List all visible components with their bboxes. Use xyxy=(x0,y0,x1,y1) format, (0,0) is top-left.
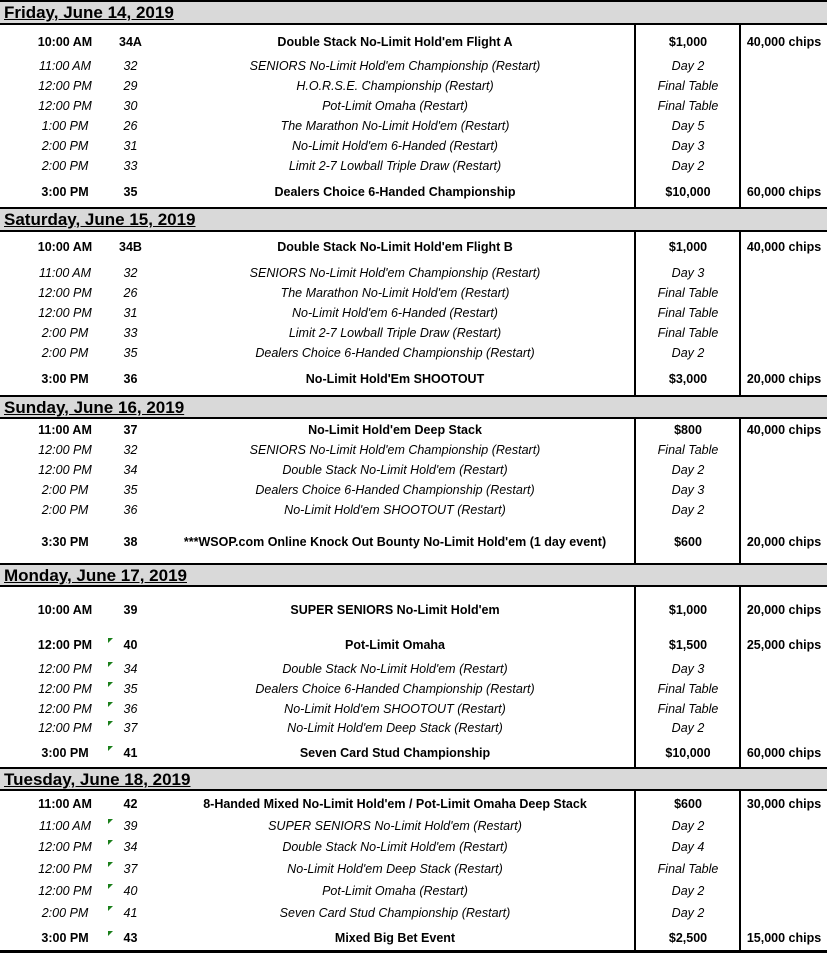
event-buyin-or-day: $800 xyxy=(674,423,702,437)
event-buyin-or-day: $600 xyxy=(674,797,702,811)
event-buyin-or-day: Final Table xyxy=(657,286,719,300)
day-title: Friday, June 14, 2019 xyxy=(4,3,174,22)
event-buyin-or-day: Final Table xyxy=(657,682,719,696)
event-number: 41 xyxy=(123,906,138,920)
event-row xyxy=(0,699,827,719)
event-name: SENIORS No-Limit Hold'em Championship (Restart) xyxy=(249,443,541,457)
event-time: 12:00 PM xyxy=(38,286,92,300)
event-starting-chips: 40,000 chips xyxy=(746,423,822,437)
event-buyin-or-day: Final Table xyxy=(657,326,719,340)
comment-marker-icon xyxy=(108,931,113,936)
event-name: No-Limit Hold'em 6-Handed (Restart) xyxy=(292,306,498,320)
event-buyin-or-day: Day 2 xyxy=(671,819,705,833)
event-time: 2:00 PM xyxy=(41,326,89,340)
event-buyin-or-day: $2,500 xyxy=(668,931,708,945)
event-number: 29 xyxy=(123,79,138,93)
event-number: 34 xyxy=(123,662,138,676)
event-buyin-or-day: Day 2 xyxy=(671,159,705,173)
event-number: 32 xyxy=(123,266,138,280)
event-name: Pot-Limit Omaha (Restart) xyxy=(322,99,468,113)
event-number: 42 xyxy=(123,797,138,811)
event-time: 11:00 AM xyxy=(38,819,92,833)
comment-marker-icon xyxy=(108,884,113,889)
event-name: Pot-Limit Omaha (Restart) xyxy=(322,884,468,898)
event-number: 39 xyxy=(123,603,138,617)
event-number: 32 xyxy=(123,443,138,457)
comment-marker-icon xyxy=(108,746,113,751)
event-number: 39 xyxy=(123,819,138,833)
event-time: 12:00 PM xyxy=(38,463,92,477)
day-title: Monday, June 17, 2019 xyxy=(4,566,187,585)
event-time: 3:00 PM xyxy=(41,931,89,945)
event-row xyxy=(0,32,827,52)
event-name: Pot-Limit Omaha xyxy=(344,638,445,652)
event-time: 3:30 PM xyxy=(41,535,89,549)
event-number: 26 xyxy=(123,119,138,133)
comment-marker-icon xyxy=(108,862,113,867)
event-number: 37 xyxy=(123,721,138,735)
event-buyin-or-day: Day 3 xyxy=(671,483,705,497)
event-buyin-or-day: Day 5 xyxy=(671,119,705,133)
event-time: 2:00 PM xyxy=(41,503,89,517)
event-row xyxy=(0,303,827,323)
event-time: 10:00 AM xyxy=(37,35,93,49)
event-starting-chips: 30,000 chips xyxy=(746,797,822,811)
event-time: 12:00 PM xyxy=(37,638,93,652)
event-name: No-Limit Hold'em Deep Stack xyxy=(308,423,482,437)
event-buyin-or-day: Final Table xyxy=(657,443,719,457)
event-starting-chips: 20,000 chips xyxy=(746,603,822,617)
event-row xyxy=(0,56,827,76)
event-starting-chips: 25,000 chips xyxy=(746,638,822,652)
event-row xyxy=(0,679,827,699)
event-row xyxy=(0,323,827,343)
event-time: 2:00 PM xyxy=(41,906,89,920)
event-number: 31 xyxy=(123,139,138,153)
event-row xyxy=(0,928,827,948)
event-name: Seven Card Stud Championship (Restart) xyxy=(279,906,511,920)
event-buyin-or-day: $1,500 xyxy=(668,638,708,652)
event-name: No-Limit Hold'em Deep Stack (Restart) xyxy=(287,721,503,735)
event-number: 36 xyxy=(123,503,138,517)
event-row xyxy=(0,156,827,176)
event-time: 12:00 PM xyxy=(38,99,92,113)
event-name: Limit 2-7 Lowball Triple Draw (Restart) xyxy=(288,159,502,173)
event-row xyxy=(0,263,827,283)
event-buyin-or-day: Final Table xyxy=(657,702,719,716)
event-row xyxy=(0,635,827,655)
comment-marker-icon xyxy=(108,682,113,687)
event-name: SUPER SENIORS No-Limit Hold'em (Restart) xyxy=(268,819,522,833)
comment-marker-icon xyxy=(108,662,113,667)
event-number: 34A xyxy=(119,35,142,49)
event-name: Double Stack No-Limit Hold'em Flight B xyxy=(277,240,513,254)
event-name: Double Stack No-Limit Hold'em (Restart) xyxy=(282,662,508,676)
event-row xyxy=(0,369,827,389)
event-buyin-or-day: Day 3 xyxy=(671,662,705,676)
event-name: The Marathon No-Limit Hold'em (Restart) xyxy=(280,286,510,300)
event-number: 36 xyxy=(123,372,138,386)
event-row xyxy=(0,440,827,460)
event-number: 32 xyxy=(123,59,138,73)
event-starting-chips: 40,000 chips xyxy=(746,35,822,49)
event-row xyxy=(0,76,827,96)
event-number: 26 xyxy=(123,286,138,300)
event-number: 37 xyxy=(123,862,138,876)
event-name: No-Limit Hold'em Deep Stack (Restart) xyxy=(287,862,503,876)
comment-marker-icon xyxy=(108,906,113,911)
event-buyin-or-day: $10,000 xyxy=(665,185,711,199)
event-number: 34B xyxy=(119,240,142,254)
event-time: 11:00 AM xyxy=(38,266,92,280)
event-name: 8-Handed Mixed No-Limit Hold'em / Pot-Limit Omaha Deep Stack xyxy=(203,797,587,811)
event-starting-chips: 60,000 chips xyxy=(746,185,822,199)
event-row xyxy=(0,659,827,679)
event-buyin-or-day: $3,000 xyxy=(668,372,708,386)
event-number: 36 xyxy=(123,702,138,716)
event-name: Double Stack No-Limit Hold'em (Restart) xyxy=(282,463,508,477)
event-starting-chips: 15,000 chips xyxy=(746,931,822,945)
event-name: Dealers Choice 6-Handed Championship (Restart) xyxy=(255,682,535,696)
event-row xyxy=(0,343,827,363)
event-name: SENIORS No-Limit Hold'em Championship (Restart) xyxy=(249,59,541,73)
event-name: Mixed Big Bet Event xyxy=(334,931,456,945)
event-time: 11:00 AM xyxy=(38,797,92,811)
event-row xyxy=(0,837,827,857)
event-row xyxy=(0,903,827,923)
day-header xyxy=(0,563,827,587)
event-number: 41 xyxy=(123,746,138,760)
event-time: 12:00 PM xyxy=(38,682,92,696)
event-number: 34 xyxy=(123,463,138,477)
event-time: 2:00 PM xyxy=(41,159,89,173)
event-time: 12:00 PM xyxy=(38,662,92,676)
day-title: Sunday, June 16, 2019 xyxy=(4,398,185,417)
event-time: 10:00 AM xyxy=(37,603,93,617)
event-buyin-or-day: $1,000 xyxy=(668,240,708,254)
event-time: 2:00 PM xyxy=(41,346,89,360)
event-buyin-or-day: $10,000 xyxy=(665,746,711,760)
event-row xyxy=(0,283,827,303)
event-row xyxy=(0,460,827,480)
event-time: 12:00 PM xyxy=(38,840,92,854)
event-number: 31 xyxy=(123,306,138,320)
event-row xyxy=(0,743,827,763)
event-name: No-Limit Hold'em 6-Handed (Restart) xyxy=(292,139,498,153)
event-time: 12:00 PM xyxy=(38,884,92,898)
event-row xyxy=(0,718,827,738)
event-row xyxy=(0,859,827,879)
event-time: 12:00 PM xyxy=(38,79,92,93)
event-buyin-or-day: $1,000 xyxy=(668,35,708,49)
event-starting-chips: 60,000 chips xyxy=(746,746,822,760)
event-name: Dealers Choice 6-Handed Championship (Restart) xyxy=(255,346,535,360)
event-buyin-or-day: Final Table xyxy=(657,79,719,93)
day-header xyxy=(0,395,827,419)
day-header xyxy=(0,767,827,791)
event-time: 12:00 PM xyxy=(38,862,92,876)
event-name: No-Limit Hold'em SHOOTOUT (Restart) xyxy=(284,503,506,517)
event-buyin-or-day: Final Table xyxy=(657,99,719,113)
event-name: ***WSOP.com Online Knock Out Bounty No-Limit Hold'em (1 day event) xyxy=(183,535,607,549)
event-starting-chips: 20,000 chips xyxy=(746,535,822,549)
comment-marker-icon xyxy=(108,819,113,824)
event-time: 12:00 PM xyxy=(38,721,92,735)
event-buyin-or-day: Day 2 xyxy=(671,721,705,735)
event-row xyxy=(0,500,827,520)
event-row xyxy=(0,116,827,136)
event-time: 11:00 AM xyxy=(38,59,92,73)
event-name: Double Stack No-Limit Hold'em (Restart) xyxy=(282,840,508,854)
event-starting-chips: 20,000 chips xyxy=(746,372,822,386)
event-time: 1:00 PM xyxy=(41,119,89,133)
event-number: 40 xyxy=(123,638,138,652)
event-number: 37 xyxy=(123,423,138,437)
day-title: Saturday, June 15, 2019 xyxy=(4,210,196,229)
event-number: 35 xyxy=(123,346,138,360)
event-number: 40 xyxy=(123,884,138,898)
event-row xyxy=(0,881,827,901)
event-name: The Marathon No-Limit Hold'em (Restart) xyxy=(280,119,510,133)
day-title: Tuesday, June 18, 2019 xyxy=(4,770,191,789)
event-name: Double Stack No-Limit Hold'em Flight A xyxy=(277,35,513,49)
event-buyin-or-day: $1,000 xyxy=(668,603,708,617)
event-time: 2:00 PM xyxy=(41,139,89,153)
event-name: SUPER SENIORS No-Limit Hold'em xyxy=(290,603,500,617)
event-row xyxy=(0,480,827,500)
event-number: 43 xyxy=(123,931,138,945)
event-time: 11:00 AM xyxy=(38,423,92,437)
event-buyin-or-day: $600 xyxy=(674,535,702,549)
event-row xyxy=(0,600,827,620)
comment-marker-icon xyxy=(108,721,113,726)
event-row xyxy=(0,532,827,552)
event-number: 30 xyxy=(123,99,138,113)
event-row xyxy=(0,237,827,257)
event-name: Seven Card Stud Championship xyxy=(299,746,491,760)
event-buyin-or-day: Day 4 xyxy=(671,840,705,854)
event-buyin-or-day: Day 3 xyxy=(671,139,705,153)
event-starting-chips: 40,000 chips xyxy=(746,240,822,254)
event-number: 35 xyxy=(123,185,138,199)
event-row xyxy=(0,794,827,814)
event-name: H.O.R.S.E. Championship (Restart) xyxy=(296,79,494,93)
event-buyin-or-day: Day 2 xyxy=(671,906,705,920)
event-number: 35 xyxy=(123,682,138,696)
day-header xyxy=(0,207,827,232)
event-number: 34 xyxy=(123,840,138,854)
event-time: 12:00 PM xyxy=(38,306,92,320)
event-time: 3:00 PM xyxy=(41,746,89,760)
comment-marker-icon xyxy=(108,638,113,643)
event-buyin-or-day: Final Table xyxy=(657,306,719,320)
event-number: 35 xyxy=(123,483,138,497)
event-time: 3:00 PM xyxy=(41,185,89,199)
event-number: 33 xyxy=(123,159,138,173)
event-name: SENIORS No-Limit Hold'em Championship (Restart) xyxy=(249,266,541,280)
event-row xyxy=(0,182,827,202)
event-buyin-or-day: Day 2 xyxy=(671,884,705,898)
event-name: No-Limit Hold'em SHOOTOUT (Restart) xyxy=(284,702,506,716)
event-number: 33 xyxy=(123,326,138,340)
event-name: No-Limit Hold'Em SHOOTOUT xyxy=(305,372,485,386)
event-time: 3:00 PM xyxy=(41,372,89,386)
event-buyin-or-day: Day 2 xyxy=(671,503,705,517)
event-time: 10:00 AM xyxy=(37,240,93,254)
day-header xyxy=(0,0,827,25)
event-number: 38 xyxy=(123,535,138,549)
event-name: Limit 2-7 Lowball Triple Draw (Restart) xyxy=(288,326,502,340)
event-row xyxy=(0,136,827,156)
event-buyin-or-day: Day 2 xyxy=(671,346,705,360)
event-time: 12:00 PM xyxy=(38,443,92,457)
event-time: 12:00 PM xyxy=(38,702,92,716)
event-row xyxy=(0,420,827,440)
event-buyin-or-day: Final Table xyxy=(657,862,719,876)
event-time: 2:00 PM xyxy=(41,483,89,497)
event-buyin-or-day: Day 2 xyxy=(671,59,705,73)
event-buyin-or-day: Day 3 xyxy=(671,266,705,280)
event-buyin-or-day: Day 2 xyxy=(671,463,705,477)
comment-marker-icon xyxy=(108,702,113,707)
event-row xyxy=(0,816,827,836)
event-row xyxy=(0,96,827,116)
event-name: Dealers Choice 6-Handed Championship xyxy=(274,185,516,199)
event-name: Dealers Choice 6-Handed Championship (Restart) xyxy=(255,483,535,497)
comment-marker-icon xyxy=(108,840,113,845)
